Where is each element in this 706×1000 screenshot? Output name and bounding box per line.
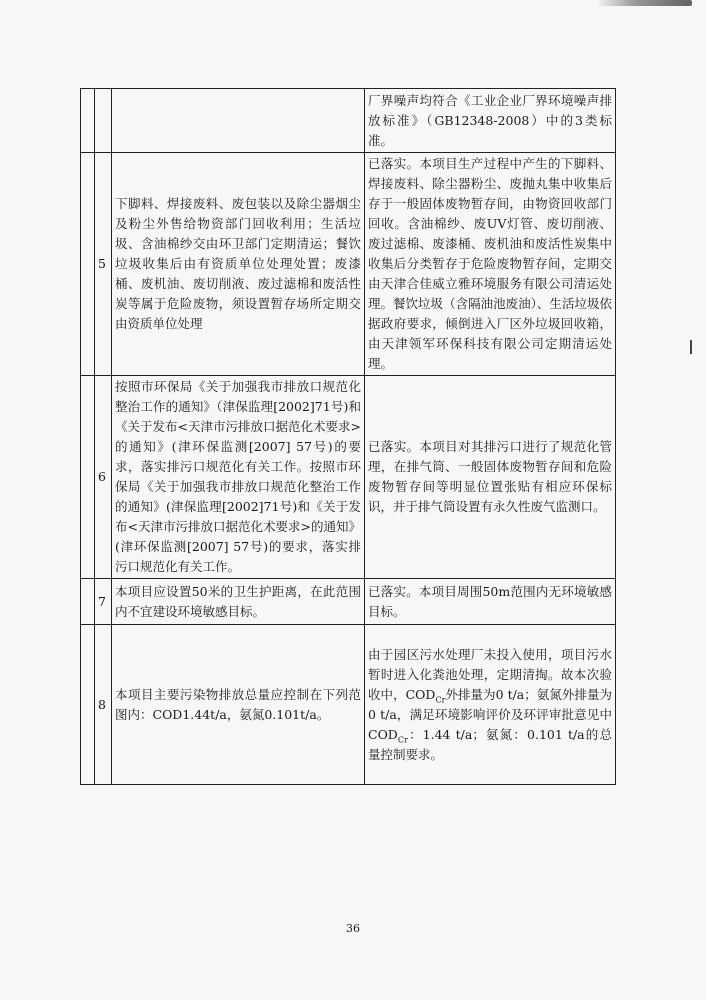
row-edge	[81, 579, 95, 625]
result-cell: 已落实。本项目周围50m范围内无环境敏感目标。	[365, 579, 616, 625]
row-edge	[81, 376, 95, 579]
acceptance-table	[80, 88, 616, 785]
row-number	[95, 89, 112, 153]
result-cell: 已落实。本项目生产过程中产生的下脚料、焊接废料、除尘器粉尘、废抛丸集中收集后存于一般固体废物暂存间，由物资回收部门回收。含油棉纱、废UV灯管、废切削液、废过滤棉、废漆桶、废机油和废活性炭集中收集后分类暂存于危险废物暂存间，定期交由天津合佳威立雅环境服务有限公司清运处理。餐饮垃圾（含隔油池废油）、生活垃圾依据政府要求，倾倒进入厂区外垃圾回收箱，由天津领军环保科技有限公司定期清运处理。	[365, 153, 616, 376]
requirement-cell: 下脚料、焊接废料、废包装以及除尘器烟尘及粉尘外售给物资部门回收利用；生活垃圾、含油棉纱交由环卫部门定期清运；餐饮垃圾收集后由有资质单位处理处置；废漆桶、废机油、废切削液、废过滤棉和废活性炭等属于危险废物，须设置暂存场所定期交由资质单位处理	[112, 153, 365, 376]
row-edge	[81, 153, 95, 376]
table-row	[81, 153, 616, 376]
result-text: ：1.44 t/a；氨氮：0.101 t/a的总量控制要求。	[368, 726, 612, 762]
result-cell: 厂界噪声均符合《工业企业厂界环境噪声排放标准》（GB12348-2008）中的3类标准。	[365, 89, 616, 153]
scan-artifact-side	[690, 340, 692, 354]
row-number: 8	[95, 625, 112, 785]
result-text: 由于园区污水处理厂未投入使用，项目污水暂时进入化粪池处理，定期清掏。故本次验收中，COD	[368, 646, 612, 702]
row-number: 6	[95, 376, 112, 579]
scan-artifact	[596, 0, 692, 6]
requirement-cell: 按照市环保局《关于加强我市排放口规范化整治工作的通知》（津保监理[2002]71号)和《关于发布<天津市污排放口据范化术要求>的通知》(津环保监测[2007] 57号)的要求，落实排污口规范化有关工作。按照市环保局《关于加强我市排放口规范化整治工作的通知》(津保监理[2002]71号)和《关于发布<天津市污排放口据范化术要求>的通知》(津环保监测[2007] 57号)的要求，落实排污口规范化有关工作。	[112, 376, 365, 579]
table-row	[81, 89, 616, 153]
result-cell: 已落实。本项目对其排污口进行了规范化管理，在排气筒、一般固体废物暂存间和危险废物暂存间等明显位置张贴有相应环保标识，并于排气筒设置有永久性废气监测口。	[365, 376, 616, 579]
page-number: 36	[346, 922, 360, 935]
table-row	[81, 376, 616, 579]
row-edge	[81, 625, 95, 785]
subscript-cr: Cr	[435, 695, 446, 704]
requirement-cell: 本项目主要污染物排放总量应控制在下列范图内：COD1.44t/a，氨氮0.101t/a。	[112, 625, 365, 785]
requirement-cell: 本项目应设置50米的卫生护距离，在此范围内不宜建设环境敏感目标。	[112, 579, 365, 625]
row-number: 7	[95, 579, 112, 625]
row-number: 5	[95, 153, 112, 376]
result-text: 外排量为0 t/a；氨氮外排量为0 t/a，满足环境影响评价及环评审批意见中COD	[368, 686, 612, 742]
table-row	[81, 625, 616, 785]
requirement-cell	[112, 89, 365, 153]
subscript-cr: Cr	[397, 735, 408, 744]
row-edge	[81, 89, 95, 153]
result-cell	[365, 625, 616, 785]
table-row	[81, 579, 616, 625]
